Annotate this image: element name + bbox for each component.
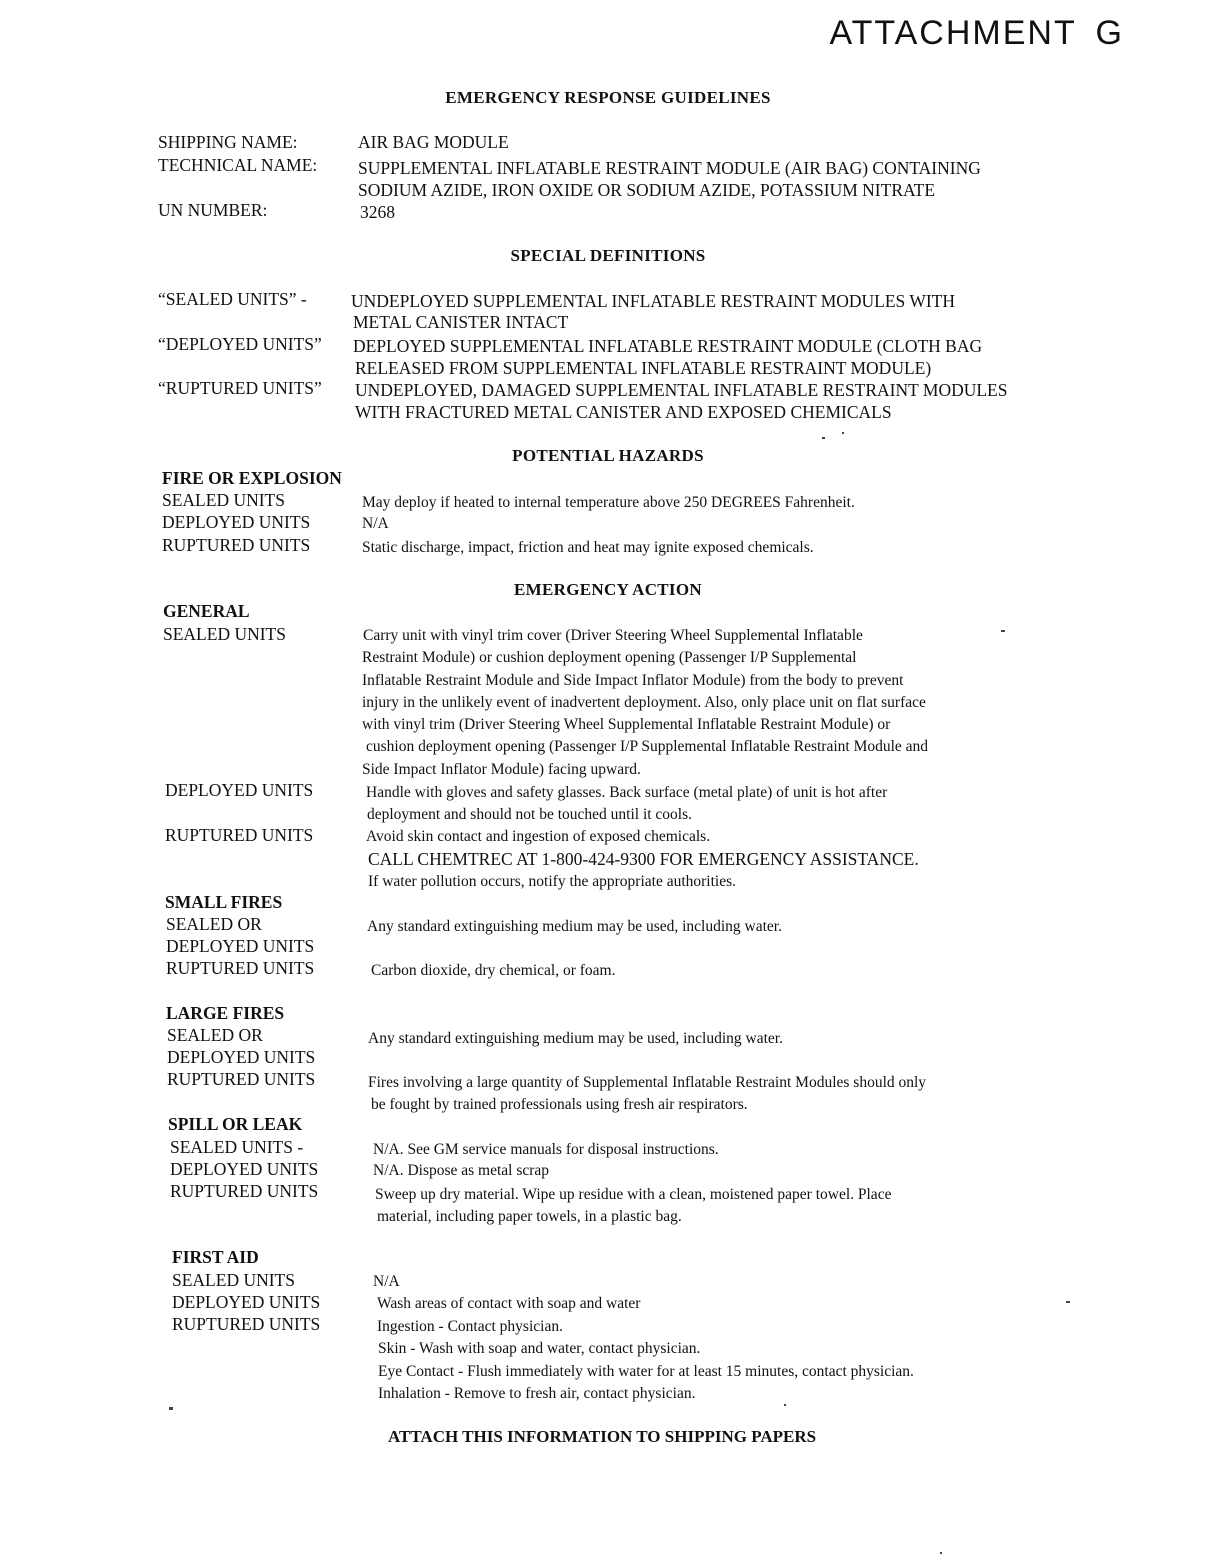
large-fires-ruptured-label: RUPTURED UNITS xyxy=(167,1069,316,1089)
hazards-deployed-label: DEPLOYED UNITS xyxy=(162,512,311,532)
hazards-sealed-label: SEALED UNITS xyxy=(162,490,285,510)
scan-speck xyxy=(842,432,844,434)
action-ruptured-line-2: CALL CHEMTREC AT 1-800-424-9300 FOR EMERGENCY ASSISTANCE. xyxy=(368,849,919,869)
action-sealed-line-3: Inflatable Restraint Module and Side Impact Inflator Module) from the body to prevent xyxy=(362,672,904,689)
small-fires-ruptured-label: RUPTURED UNITS xyxy=(166,958,315,978)
deployed-units-term: “DEPLOYED UNITS” xyxy=(158,334,322,354)
deployed-units-definition-1: DEPLOYED SUPPLEMENTAL INFLATABLE RESTRAINT MODULE (CLOTH BAG xyxy=(353,336,983,356)
first-aid-ruptured-line-2: Skin - Wash with soap and water, contact physician. xyxy=(378,1340,701,1357)
action-deployed-label: DEPLOYED UNITS xyxy=(165,780,314,800)
spill-deployed-label: DEPLOYED UNITS xyxy=(170,1159,319,1179)
large-fires-sealed-text: Any standard extinguishing medium may be used, including water. xyxy=(368,1030,783,1047)
technical-name-label: TECHNICAL NAME: xyxy=(158,155,318,175)
action-sealed-label: SEALED UNITS xyxy=(163,624,286,644)
large-fires-deployed-units: DEPLOYED UNITS xyxy=(167,1047,316,1067)
spill-ruptured-line-1: Sweep up dry material. Wipe up residue with a clean, moistened paper towel. Place xyxy=(375,1186,892,1203)
large-fires-ruptured-line-2: be fought by trained professionals using fresh air respirators. xyxy=(371,1096,748,1113)
large-fires-sealed-or: SEALED OR xyxy=(167,1025,263,1045)
scan-speck xyxy=(784,1404,786,1406)
action-ruptured-line-3: If water pollution occurs, notify the appropriate authorities. xyxy=(368,873,737,890)
sealed-units-term: “SEALED UNITS” - xyxy=(158,289,307,309)
hazards-deployed-text: N/A xyxy=(362,515,389,532)
first-aid-heading: FIRST AID xyxy=(172,1247,259,1267)
small-fires-deployed-units: DEPLOYED UNITS xyxy=(166,936,315,956)
general-heading: GENERAL xyxy=(163,601,250,621)
scan-speck xyxy=(1066,1301,1070,1303)
footer-note: ATTACH THIS INFORMATION TO SHIPPING PAPERS xyxy=(388,1427,817,1446)
action-deployed-line-1: Handle with gloves and safety glasses. Back surface (metal plate) of unit is hot after xyxy=(366,784,888,801)
spill-sealed-text: N/A. See GM service manuals for disposal instructions. xyxy=(373,1141,719,1158)
action-sealed-line-2: Restraint Module) or cushion deployment opening (Passenger I/P Supplemental xyxy=(362,649,857,666)
spill-ruptured-label: RUPTURED UNITS xyxy=(170,1181,319,1201)
large-fires-heading: LARGE FIRES xyxy=(166,1003,285,1023)
shipping-name-value: AIR BAG MODULE xyxy=(358,132,509,152)
first-aid-ruptured-line-1: Ingestion - Contact physician. xyxy=(377,1318,563,1335)
hazards-heading: POTENTIAL HAZARDS xyxy=(512,446,704,465)
deployed-units-definition-2: RELEASED FROM SUPPLEMENTAL INFLATABLE RESTRAINT MODULE) xyxy=(355,358,932,378)
scan-speck xyxy=(1001,630,1005,632)
first-aid-deployed-text: Wash areas of contact with soap and water xyxy=(377,1295,641,1312)
action-sealed-line-7: Side Impact Inflator Module) facing upward. xyxy=(362,761,641,778)
sealed-units-definition-2: METAL CANISTER INTACT xyxy=(353,312,569,332)
hazards-ruptured-label: RUPTURED UNITS xyxy=(162,535,311,555)
action-sealed-line-1: Carry unit with vinyl trim cover (Driver Steering Wheel Supplemental Inflatable xyxy=(363,627,863,644)
page-title: EMERGENCY RESPONSE GUIDELINES xyxy=(445,88,771,107)
first-aid-deployed-label: DEPLOYED UNITS xyxy=(172,1292,321,1312)
action-deployed-line-2: deployment and should not be touched until it cools. xyxy=(367,806,693,823)
emergency-action-heading: EMERGENCY ACTION xyxy=(514,580,702,599)
definitions-heading: SPECIAL DEFINITIONS xyxy=(510,246,706,265)
spill-sealed-label: SEALED UNITS - xyxy=(170,1137,304,1157)
un-number-label: UN NUMBER: xyxy=(158,200,268,220)
first-aid-ruptured-line-4: Inhalation - Remove to fresh air, contact physician. xyxy=(378,1385,696,1402)
technical-name-line-2: SODIUM AZIDE, IRON OXIDE OR SODIUM AZIDE, POTASSIUM NITRATE xyxy=(358,180,936,200)
first-aid-sealed-label: SEALED UNITS xyxy=(172,1270,295,1290)
hazards-sealed-text: May deploy if heated to internal temperature above 250 DEGREES Fahrenheit. xyxy=(362,494,855,511)
spill-deployed-text: N/A. Dispose as metal scrap xyxy=(373,1162,550,1179)
fire-explosion-heading: FIRE OR EXPLOSION xyxy=(162,468,342,488)
scan-speck xyxy=(822,437,825,439)
spill-ruptured-line-2: material, including paper towels, in a plastic bag. xyxy=(377,1208,682,1225)
ruptured-units-definition-1: UNDEPLOYED, DAMAGED SUPPLEMENTAL INFLATABLE RESTRAINT MODULES xyxy=(355,380,1008,400)
sealed-units-definition-1: UNDEPLOYED SUPPLEMENTAL INFLATABLE RESTRAINT MODULES WITH xyxy=(351,291,956,311)
small-fires-sealed-text: Any standard extinguishing medium may be used, including water. xyxy=(367,918,782,935)
scan-speck xyxy=(940,1552,942,1554)
un-number-value: 3268 xyxy=(360,202,395,222)
action-ruptured-line-1: Avoid skin contact and ingestion of exposed chemicals. xyxy=(366,828,711,845)
large-fires-ruptured-line-1: Fires involving a large quantity of Supplemental Inflatable Restraint Modules should only xyxy=(368,1074,927,1091)
small-fires-ruptured-text: Carbon dioxide, dry chemical, or foam. xyxy=(371,962,616,979)
hazards-ruptured-text: Static discharge, impact, friction and heat may ignite exposed chemicals. xyxy=(362,539,814,556)
ruptured-units-definition-2: WITH FRACTURED METAL CANISTER AND EXPOSED CHEMICALS xyxy=(355,402,892,422)
small-fires-sealed-or: SEALED OR xyxy=(166,914,262,934)
first-aid-ruptured-line-3: Eye Contact - Flush immediately with water for at least 15 minutes, contact physician. xyxy=(378,1363,914,1380)
action-sealed-line-4: injury in the unlikely event of inadvertent deployment. Also, only place unit on flat surface xyxy=(362,694,926,711)
attachment-label: ATTACHMENT G xyxy=(829,14,1124,52)
action-sealed-line-6: cushion deployment opening (Passenger I/P Supplemental Inflatable Restraint Module and xyxy=(366,738,929,755)
first-aid-ruptured-label: RUPTURED UNITS xyxy=(172,1314,321,1334)
shipping-name-label: SHIPPING NAME: xyxy=(158,132,298,152)
ruptured-units-term: “RUPTURED UNITS” xyxy=(158,378,322,398)
technical-name-line-1: SUPPLEMENTAL INFLATABLE RESTRAINT MODULE (AIR BAG) CONTAINING xyxy=(358,158,981,178)
scan-speck xyxy=(169,1407,173,1410)
action-ruptured-label: RUPTURED UNITS xyxy=(165,825,314,845)
small-fires-heading: SMALL FIRES xyxy=(165,892,283,912)
spill-heading: SPILL OR LEAK xyxy=(168,1114,303,1134)
action-sealed-line-5: with vinyl trim (Driver Steering Wheel Supplemental Inflatable Restraint Module) or xyxy=(362,716,891,733)
first-aid-sealed-text: N/A xyxy=(373,1273,400,1290)
